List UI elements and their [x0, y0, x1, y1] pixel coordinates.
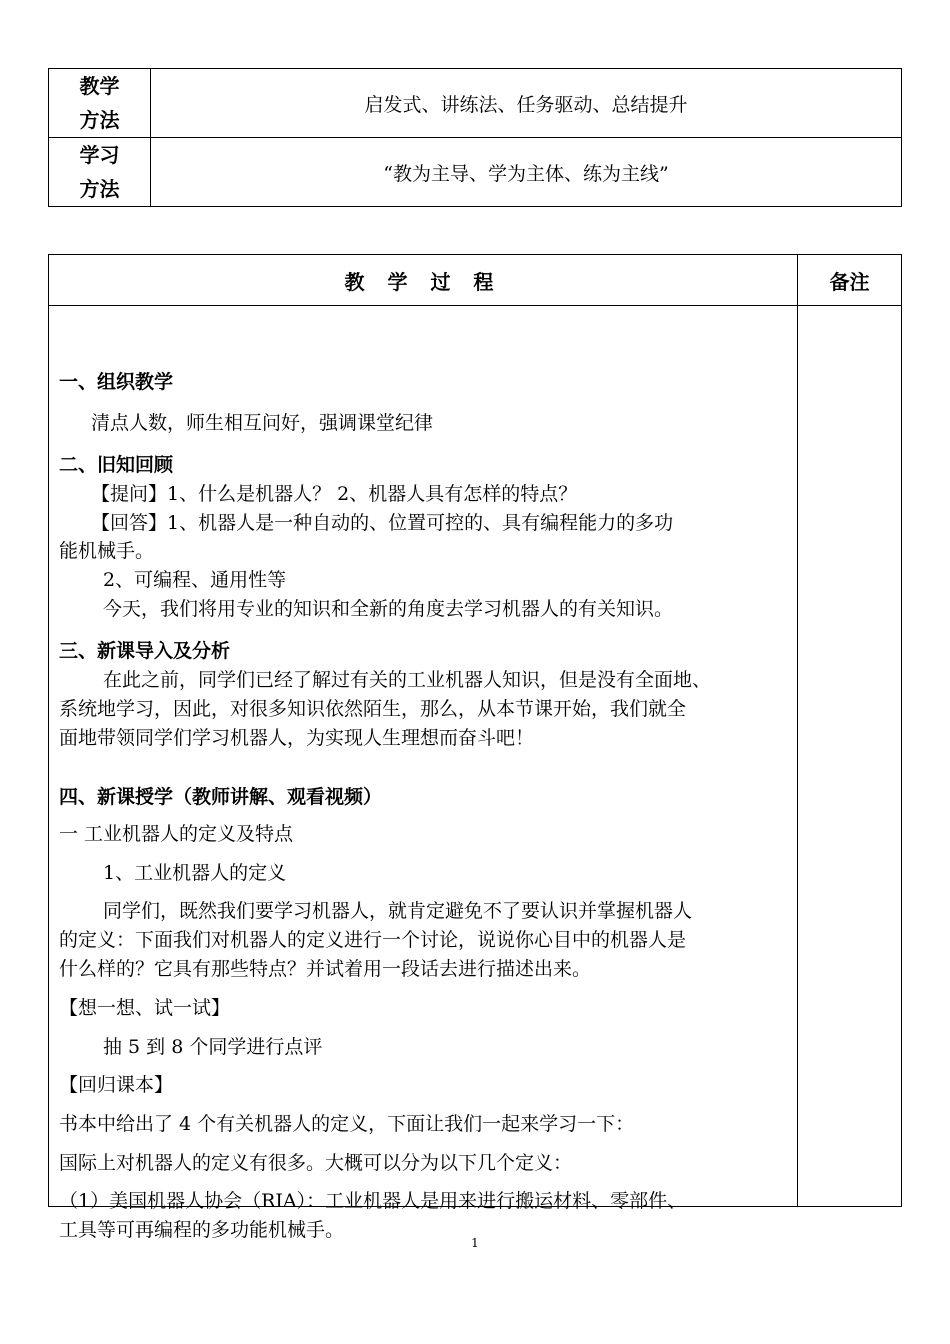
section-title: 二、旧知回顾: [59, 454, 174, 476]
paragraph-line: 今天，我们将用专业的知识和全新的角度去学习机器人的有关知识。: [103, 598, 674, 620]
label-line: 学习: [79, 143, 120, 167]
paragraph-line: 【提问】1、什么是机器人？ 2、机器人具有怎样的特点？: [91, 483, 578, 505]
paragraph-line: 【回答】1、机器人是一种自动的、位置可控的、具有编程能力的多功: [91, 512, 674, 534]
page-number: 1: [471, 1236, 479, 1250]
section-title: 三、新课导入及分析: [59, 640, 231, 662]
learning-method-row: [49, 138, 902, 207]
paragraph-line: 同学们，既然我们要学习机器人，就肯定避免不了要认识并掌握机器人: [103, 900, 693, 922]
process-table: [48, 254, 902, 1241]
learning-method-label: [49, 138, 151, 207]
learning-method-value: “教为主导、学为主体、练为主线”: [151, 138, 902, 207]
methods-table: [48, 68, 902, 207]
paragraph-line: （1）美国机器人协会（RIA）：工业机器人是用来进行搬运材料、零部件、: [59, 1190, 687, 1212]
subsection-title: 1、工业机器人的定义: [103, 862, 287, 884]
label-line: 方法: [79, 108, 120, 132]
paragraph-line: 2、可编程、通用性等: [103, 569, 287, 591]
process-content-cell: [49, 306, 798, 1241]
teaching-method-row: [49, 69, 902, 138]
remarks-cell: [798, 306, 902, 1207]
paragraph-line: 什么样的？它具有那些特点？并试着用一段话去进行描述出来。: [59, 958, 592, 980]
paragraph-line: 【回归课本】: [59, 1074, 174, 1096]
process-body-row: [49, 306, 902, 1207]
paragraph-line: 系统地学习，因此，对很多知识依然陌生，那么，从本节课开始，我们就全: [59, 698, 687, 720]
paragraph-line: 面地带领同学们学习机器人，为实现人生理想而奋斗吧！: [59, 727, 535, 749]
paragraph-line: 书本中给出了 4 个有关机器人的定义，下面让我们一起来学习一下：: [59, 1113, 635, 1135]
paragraph-line: 【想一想、试一试】: [59, 997, 231, 1019]
paragraph-line: 能机械手。: [59, 540, 155, 562]
remarks-header: 备注: [798, 255, 902, 306]
section-title: 一、组织教学: [59, 371, 174, 393]
paragraph-line: 在此之前，同学们已经了解过有关的工业机器人知识，但是没有全面地、: [103, 669, 712, 691]
process-header-row: [49, 255, 902, 306]
section-title: 四、新课授学（教师讲解、观看视频）: [59, 786, 383, 808]
process-content: [49, 306, 797, 1241]
paragraph-line: 国际上对机器人的定义有很多。大概可以分为以下几个定义：: [59, 1152, 573, 1174]
subsection-title: 一 工业机器人的定义及特点: [59, 823, 294, 845]
paragraph-line: 抽 5 到 8 个同学进行点评: [103, 1036, 323, 1058]
paragraph-line: 的定义：下面我们对机器人的定义进行一个讨论，说说你心目中的机器人是: [59, 929, 687, 951]
label-line: 方法: [79, 177, 120, 201]
teaching-method-value: 启发式、讲练法、任务驱动、总结提升: [151, 69, 902, 138]
teaching-method-label: [49, 69, 151, 138]
process-header: 教 学 过 程: [49, 255, 798, 306]
paragraph-line: 清点人数，师生相互问好，强调课堂纪律: [91, 412, 434, 434]
label-line: 教学: [79, 74, 120, 98]
paragraph-line: 工具等可再编程的多功能机械手。: [59, 1219, 345, 1241]
